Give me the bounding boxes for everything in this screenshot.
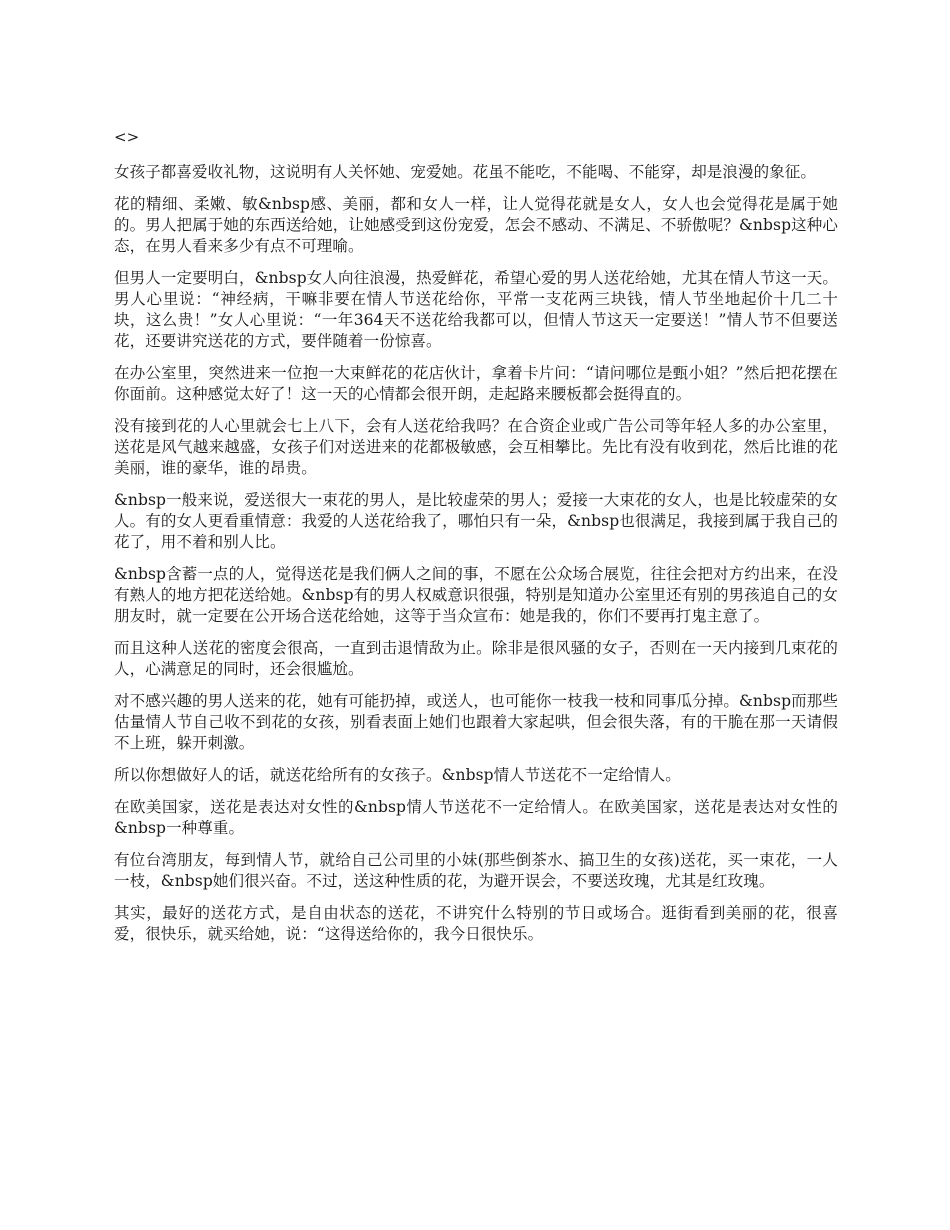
paragraph: 有位台湾朋友，每到情人节，就给自己公司里的小妹(那些倒茶水、搞卫生的女孩)送花，买一束花，一人一枝，&nbsp她们很兴奋。不过，送这种性质的花，为避开误会，不要送玫瑰，尤其是红玫瑰。 [114, 851, 838, 890]
paragraph: 但男人一定要明白，&nbsp女人向往浪漫，热爱鲜花，希望心爱的男人送花给她，尤其在情人节这一天。男人心里说：“神经病，干嘛非要在情人节送花给你，平常一支花两三块钱，情人节坐地起价十几二十块，这么贵！”女人心里说：“一年364天不送花给我都可以，但情人节这天一定要送！”情人节不但要送花，还要讲究送花的方式，要伴随着一份惊喜。 [114, 269, 838, 350]
paragraph: 对不感兴趣的男人送来的花，她有可能扔掉，或送人，也可能你一枝我一枝和同事瓜分掉。&nbsp而那些估量情人节自己收不到花的女孩，别看表面上她们也跟着大家起哄，但会很失落，有的干脆在那一天请假不上班，躲开刺激。 [114, 692, 838, 752]
paragraph: 所以你想做好人的话，就送花给所有的女孩子。&nbsp情人节送花不一定给情人。 [114, 766, 681, 784]
document-page [114, 126, 838, 956]
paragraph: 而且这种人送花的密度会很高，一直到击退情敌为止。除非是很风骚的女子，否则在一天内接到几束花的人，心满意足的同时，还会很尴尬。 [114, 639, 838, 678]
paragraph: 在欧美国家，送花是表达对女性的&nbsp情人节送花不一定给情人。在欧美国家，送花是表达对女性的&nbsp一种尊重。 [114, 798, 838, 837]
paragraph: 女孩子都喜爱收礼物，这说明有人关怀她、宠爱她。花虽不能吃，不能喝、不能穿，却是浪漫的象征。 [114, 163, 817, 181]
paragraph: 在办公室里，突然进来一位抱一大束鲜花的花店伙计，拿着卡片问：“请问哪位是甄小姐？”然后把花摆在你面前。这种感觉太好了！这一天的心情都会很开朗，走起路来腰板都会挺得直的。 [114, 364, 838, 403]
document-heading: <> [114, 128, 140, 146]
paragraph: 没有接到花的人心里就会七上八下，会有人送花给我吗？在合资企业或广告公司等年轻人多的办公室里，送花是风气越来越盛，女孩子们对送进来的花都极敏感，会互相攀比。先比有没有收到花，然后比谁的花美丽，谁的豪华，谁的昂贵。 [114, 417, 838, 477]
paragraph: 其实，最好的送花方式，是自由状态的送花，不讲究什么特别的节日或场合。逛街看到美丽的花，很喜爱，很快乐，就买给她，说：“这得送给你的，我今日很快乐。 [114, 904, 838, 943]
paragraph: 花的精细、柔嫩、敏&nbsp感、美丽，都和女人一样，让人觉得花就是女人，女人也会觉得花是属于她的。男人把属于她的东西送给她，让她感受到这份宠爱，怎会不感动、不满足、不骄傲呢？&nbsp这种心态，在男人看来多少有点不可理喻。 [114, 195, 838, 255]
paragraph: &nbsp一般来说，爱送很大一束花的男人，是比较虚荣的男人；爱接一大束花的女人，也是比较虚荣的女人。有的女人更看重情意：我爱的人送花给我了，哪怕只有一朵，&nbsp也很满足，我接到属于我自己的花了，用不着和别人比。 [114, 491, 838, 551]
paragraph: &nbsp含蓄一点的人，觉得送花是我们俩人之间的事，不愿在公众场合展览，往往会把对方约出来，在没有熟人的地方把花送给她。&nbsp有的男人权威意识很强，特别是知道办公室里还有别的男孩追自己的女朋友时，就一定要在公开场合送花给她，这等于当众宣布：她是我的，你们不要再打鬼主意了。 [114, 565, 838, 625]
